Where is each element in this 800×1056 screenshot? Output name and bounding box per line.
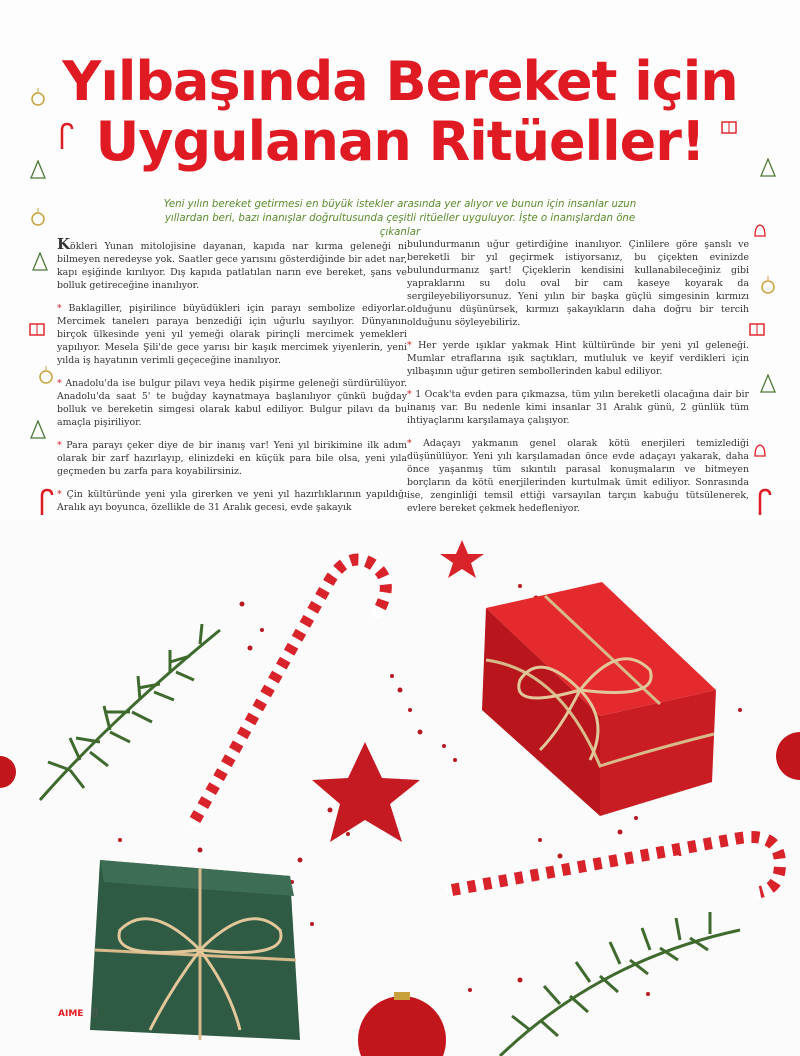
paragraph: Kökleri Yunan mitolojisine dayanan, kapıda nar kırma geleneği ni bilmeyen neredeyse yok. Saatler gece yarısını gösterdiğinde bir adet nar, kapı eşiğinde kırılıyor. Dış kapıda patlatılan narın eve bereket, şans ve bolluk getireceğine inanılıyor. bbox=[57, 235, 407, 291]
ornament-icon bbox=[30, 208, 46, 226]
paragraph: * Anadolu'da ise bulgur pilavı veya hedik pişirme geleneği sürdürülüyor. Anadolu'da saat 5' te buğday kaynatmaya başlanılıyor çünkü buğday bolluk ve bereketin simgesi olarak kabul ediliyor. Bulgur pilavı da bu amaçla pişiriliyor. bbox=[57, 378, 407, 428]
tree-icon bbox=[30, 420, 46, 440]
paragraph: * Baklagiller, pişirilince büyüdükleri için parayı sembolize ediyorlar. Mercimek tanelerı paraya benzediği için uğurlu sayılıyor. Dünyanın birçok ülkesinde yeni yıl yemeği olarak pirinçli mercimek yemekleri yapılıyor. Mesela Şili'de gece yarısı bir kaşık mercimek yiyenlerin, yeni yılda iş hayatının verimli geçeceğine inanılıyor. bbox=[57, 303, 408, 366]
tree-icon bbox=[760, 374, 776, 394]
paragraph: * 1 Ocak'ta evden para çıkmazsa, tüm yılın bereketli olacağına dair bir inanış var. Bu nedenle kimi insanlar 31 Aralık günü, 2 günlük tüm ihtiyaçlarını karşılamaya çalışıyor. bbox=[407, 389, 750, 426]
drop-cap: K bbox=[57, 235, 71, 253]
title-line-1: Yılbaşında Bereket için bbox=[62, 50, 738, 113]
candy-cane-icon bbox=[38, 488, 54, 516]
article-title bbox=[0, 52, 800, 172]
ornament-icon bbox=[760, 276, 776, 294]
article-subtitle: Yeni yılın bereket getirmesi en büyük istekler arasında yer alıyor ve bunun için insanlar uzun yıllardan beri, bazı inanışlar doğrultusunda çeşitli ritüeller uyguluyor. İşte o inanışlardan öne çıkanlar bbox=[163, 199, 637, 238]
paragraph: * Her yerde ışıklar yakmak Hint kültüründe bir yeni yıl geleneği. Mumlar etraflarına ışık saçtıkları, mutluluk ve keyif verdikleri için yılbaşının uğur getiren sembollerinden kabul ediliyor. bbox=[407, 340, 749, 377]
bell-icon bbox=[752, 442, 768, 460]
page-number: 8 bbox=[91, 1006, 99, 1020]
magazine-logo: AIME bbox=[58, 1009, 84, 1019]
bell-icon bbox=[752, 222, 768, 240]
ornament-icon bbox=[38, 366, 54, 384]
left-column bbox=[57, 235, 408, 524]
paragraph: * Adaçayı yakmanın genel olarak kötü enerjileri temizlediği düşünülüyor. Yeni yılı karşılamadan önce evde adaçayı yakarak, daha önce yaşanmış tüm sıkıntılı parasal konuşmaların ve bitmeyen borçların da kötü enerjilerinden kurtulmak ümit ediliyor. Sonrasında ise, zenginliği temsil ettiği varsayılan tarçın kabuğu tütsülenerek, evlere bereket çekmek hedefleniyor. bbox=[407, 438, 750, 514]
green-gift-box bbox=[90, 860, 300, 1040]
tree-icon bbox=[32, 252, 48, 272]
candy-cane-icon bbox=[756, 488, 772, 516]
gift-icon bbox=[748, 318, 766, 336]
title-line-2: Uygulanan Ritüeller! bbox=[95, 110, 705, 173]
paragraph: bulundurmanın uğur getirdiğine inanılıyor. Çinlilere göre şanslı ve bereketli bir yıl geçirmek istiyorsanız, bu çiçekten evinizde bulundurmanız şart! Çiçeklerin kendisini kullanabileceğiniz gibi yapraklarını su dolu oval bir cam kaseye koyarak da sergileyebiliyorsunuz. Yeni yılın bir başka güçlü simgesinin kırmızı olduğunu düşünürsek, kırmızı şakayıkların daha doğru bir tercih olduğunu söyleyebiliriz. bbox=[407, 239, 749, 328]
gift-icon bbox=[28, 318, 46, 336]
paragraph: * Para parayı çeker diye de bir inanış var! Yeni yıl birikimine ilk adım olarak bir zarf hazırlayıp, elinizdeki en küçük para bile olsa, yeni yıla geçmeden bu zarfa para koyabilirsiniz. bbox=[57, 440, 408, 477]
christmas-illustration bbox=[0, 520, 800, 1056]
paragraph: * Çin kültüründe yeni yıla girerken ve yeni yıl hazırlıklarının yapıldığı Aralık ayı boyunca, özellikle de 31 Aralık gecesi, evde şakayık bbox=[57, 489, 407, 513]
right-column bbox=[407, 238, 749, 525]
